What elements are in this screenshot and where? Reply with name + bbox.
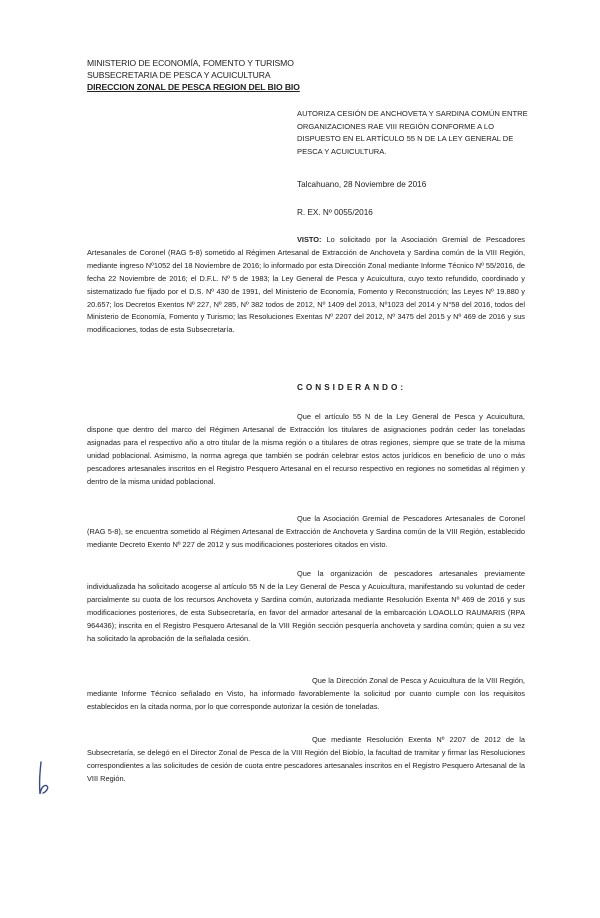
considerando-2-lead: Que la Asociación Gremial de Pescadores Artesanales <box>297 514 485 523</box>
resolution-title: AUTORIZA CESIÓN DE ANCHOVETA Y SARDINA COMÚN ENTRE ORGANIZACIONES RAE VIII REGIÓN CONFORME A LO DISPUESTO EN EL ARTÍCULO 55 N DE LA LEY GENERAL DE PESCA Y ACUICULTURA. <box>297 109 528 156</box>
ministry-name: MINISTERIO DE ECONOMÍA, FOMENTO Y TURISMO <box>87 58 294 68</box>
considerando-5 <box>87 734 525 786</box>
considerando-3-text: previamente individualizada ha solicitado acogerse al artículo 55 N de la Ley General de Pesca y Acuicultura, manifestando su voluntad de ceder parcialmente su cuota de los recursos Anchoveta y Sardina común, autorizada mediante Resolución Exenta Nº 469 de 2016 y sus modificaciones posteriores, de esta Subsecretaría, en favor del armador artesanal de la embarcación LOAOLLO RAUMARIS (RPA 964436); inscrita en el Registro Pesquero Artesanal de la VIII Región sección pesquería anchoveta y sardina común; quien a su vez ha solicitado la aprobación de la señalada cesión. <box>87 569 525 643</box>
resolution-number: R. EX. Nº 0055/2016 <box>297 208 373 217</box>
visto-text: Lo solicitado por la Asociación Gremial de Pescadores Artesanales de Coronel (RAG 5-8) sometido al Régimen Artesanal de Extracción de Anchoveta y Sardina común de la VIII Región, mediante ingreso Nº1052 del 18 Noviembre de 2016; lo informado por esta Dirección Zonal mediante Informe Técnico Nº 55/2016, de fecha 22 Noviembre de 2016; el D.F.L. Nº 5 de 1983; la Ley General de Pesca y Acuicultura, cuyo texto refundido, coordinado y sistematizado fue fijado por el D.S. Nº 430 de 1991, del Ministerio de Economía, Fomento y Reconstrucción; las Leyes Nº 19.880 y 20.657; los Decretos Exentos Nº 227, Nº 285, Nº 382 todos de 2012, Nº 1409 del 2013, Nº1023 del 2014 y N°58 del 2016, todos del Ministerio de Economía, Fomento y Turismo; las Resoluciones Exentas Nº 2207 del 2012, Nº 3475 del 2015 y Nº 469 de 2016 y sus modificaciones, todas de esta Subsecretaría. <box>87 235 525 335</box>
considerando-1 <box>87 411 525 488</box>
visto-paragraph <box>87 234 525 337</box>
considerando-heading: CONSIDERANDO: <box>297 383 407 392</box>
considerando-5-text: la Subsecretaría, se delegó en el Director Zonal de Pesca de la VIII Región del Biobío, la facultad de tramitar y firmar las Resoluciones correspondientes a las solicitudes de cesión de cuota entre pescadores artesanales inscritos en el Registro Pesquero Artesanal de la VIII Región. <box>87 735 525 783</box>
considerando-4-text: Región, mediante Informe Técnico señalado en Visto, ha informado favorablemente la solicitud por cuanto cumple con los requisitos establecidos en la citada norma, por lo que corresponde autorizar la cesión de toneladas. <box>87 676 525 711</box>
considerando-2-text: de Coronel (RAG 5-8), se encuentra sometido al Régimen Artesanal de Extracción de Anchoveta y Sardina común de la VIII Región, establecido mediante Decreto Exento Nº 227 de 2012 y sus modificaciones posteriores citados en visto. <box>87 514 525 549</box>
considerando-5-lead: Que mediante Resolución Exenta Nº 2207 de 2012 de <box>312 735 515 744</box>
letterhead <box>87 57 307 93</box>
undersecretariat-name: SUBSECRETARIA DE PESCA Y ACUICULTURA <box>87 70 271 80</box>
handwritten-initial <box>34 760 52 802</box>
considerando-3-lead: Que la organización de pescadores artesanales <box>297 569 478 578</box>
visto-label: VISTO: <box>297 235 322 244</box>
considerando-1-text: Acuicultura, dispone que dentro del marco del Régimen Artesanal de Extracción los titulares de asignaciones podrán ceder las toneladas asignadas para el respectivo año a otro titular de la misma región o a titulares de otras regiones, siempre que se trate de la misma unidad poblacional. Asimismo, la norma agrega que también se podrán celebrar estos actos jurídicos en beneficio de uno o más pescadores artesanales inscritos en el Registro Pesquero Artesanal en el recurso respectivo en regiones no sometidas al régimen y dentro de la misma unidad poblacional. <box>87 412 525 486</box>
considerando-2 <box>87 513 525 552</box>
considerando-4-lead: Que la Dirección Zonal de Pesca y Acuicultura de la VIII <box>312 676 498 685</box>
considerando-3 <box>87 568 525 645</box>
considerando-4 <box>87 675 525 714</box>
place-date: Talcahuano, 28 Noviembre de 2016 <box>297 180 427 189</box>
zonal-office-name: DIRECCION ZONAL DE PESCA REGION DEL BIO BIO <box>87 82 300 92</box>
considerando-1-lead: Que el artículo 55 N de la Ley General de Pesca y <box>297 412 483 421</box>
